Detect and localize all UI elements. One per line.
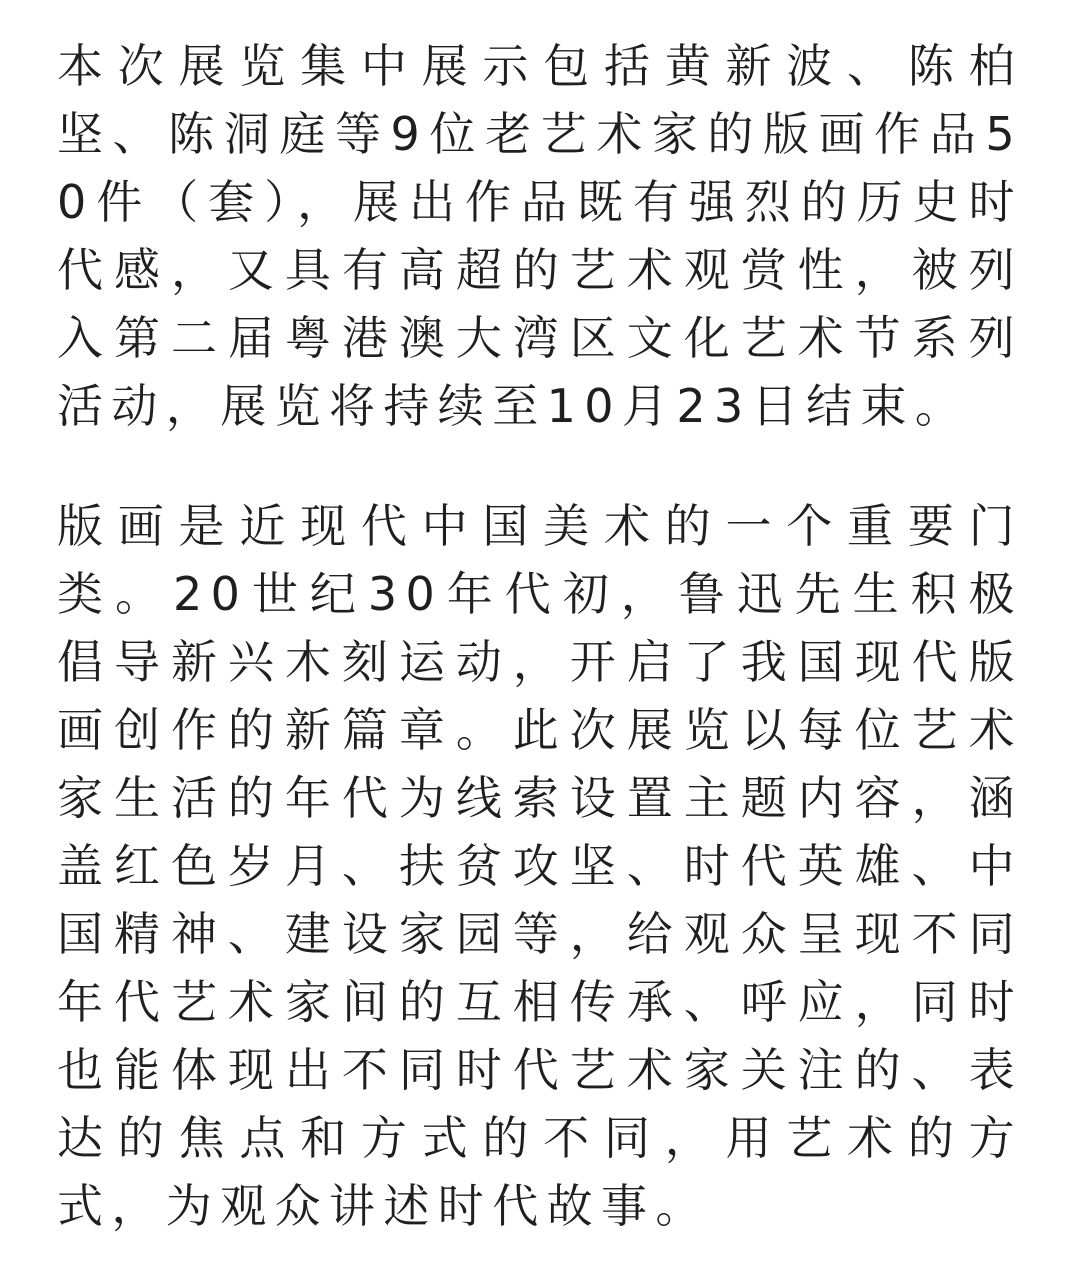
paragraph-exhibition-intro: 本次展览集中展示包括黄新波、陈柏坚、陈洞庭等9位老艺术家的版画作品50件（套），展出作品既有强烈的历史时代感，又具有高超的艺术观赏性，被列入第二届粤港澳大湾区文化艺术节系列活动，展览将持续至10月23日结束。 — [57, 39, 1023, 433]
paragraph-printmaking-history: 版画是近现代中国美术的一个重要门类。20世纪30年代初，鲁迅先生积极倡导新兴木刻运动，开启了我国现代版画创作的新篇章。此次展览以每位艺术家生活的年代为线索设置主题内容，涵盖红色岁月、扶贫攻坚、时代英雄、中国精神、建设家园等，给观众呈现不同年代艺术家间的互相传承、呼应，同时也能体现出不同时代艺术家关注的、表达的焦点和方式的不同，用艺术的方式，为观众讲述时代故事。 — [57, 499, 1023, 1233]
article-body — [57, 32, 1023, 1240]
